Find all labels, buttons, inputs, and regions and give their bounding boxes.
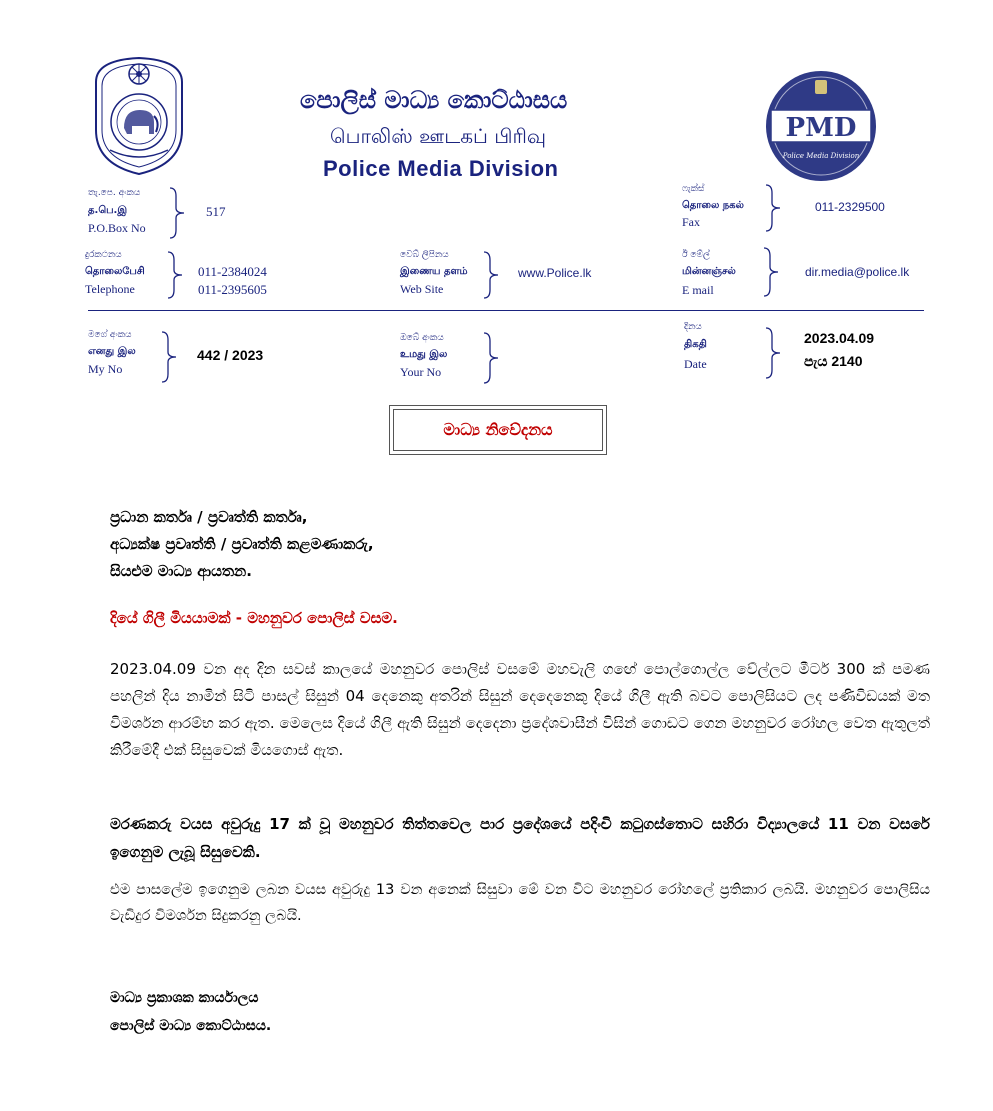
my-no-label-si: මගේ අංකය	[88, 330, 132, 340]
email-label-en: E mail	[682, 283, 714, 297]
website-label-si: වෙබ් ලිපිනය	[400, 250, 449, 260]
website-label-en: Web Site	[400, 282, 444, 296]
signature-line: මාධ්‍ය ප්‍රකාශක කාර්යාලය	[110, 990, 259, 1006]
addressee-block	[110, 504, 374, 585]
telephone-brace	[166, 250, 184, 300]
fax-label-si: ෆැක්ස්	[682, 184, 705, 194]
telephone-value-2: 011-2395605	[198, 282, 267, 297]
body-paragraph: මරණකරු වයස අවුරුදු 17 ක් වූ මහනුවර තිත්තවෙල පාර ප්‍රදේශයේ පදිංචි කටුගස්තොට සහිරා විද්‍යාලයේ 11 වන වසරේ ඉගෙනුම ලැබූ සිසුවෙකි.	[110, 815, 930, 861]
your-no-label-si: ඔබේ අංකය	[400, 333, 444, 343]
my-no-brace	[160, 330, 178, 384]
telephone-label-en: Telephone	[85, 282, 135, 296]
media-notice-title: මාධ්‍ය නිවේදනය	[393, 409, 603, 451]
telephone-label-si: දුරකථනය	[85, 250, 122, 260]
addressee-line: ප්‍රධාන කර්තෘ / ප්‍රවෘත්ති කර්තෘ,	[110, 508, 308, 526]
addressee-line: සියළුම මාධ්‍ය ආයතන.	[110, 562, 252, 580]
pobox-value: 517	[206, 204, 226, 219]
time-value: පැය 2140	[804, 353, 863, 369]
header-divider	[88, 310, 924, 311]
my-no-label-en: My No	[88, 362, 123, 376]
fax-label-en: Fax	[682, 215, 700, 229]
email-value: dir.media@police.lk	[805, 265, 910, 279]
fax-label-ta: தொலை நகல்	[682, 200, 744, 211]
your-no-label-en: Your No	[400, 365, 442, 379]
title-english: Police Media Division	[323, 156, 559, 181]
body-paragraph: 2023.04.09 වන අද දින සවස් කාලයේ මහනුවර පොලිස් වසමේ මහවැලි ගඟේ පොල්ගොල්ල වේල්ලට මීටර් 300 ක් පමණ පහලින් දිය නාමින් සිටි පාසල් සිසුන් 04 දෙනෙකු අතරින් සිසුන් දෙදෙනෙකු දියේ ගිලී ඇති බවට පොලිසියට ලද පණිවිඩයක් මත විමර්ශන ආරම්භ කර ඇත. මෙලෙස දියේ ගිලී ඇති සිසුන් දෙදෙනා ප්‍රදේශවාසීන් විසින් ගොඩට ගෙන මහනුවර රෝහල වෙත ඇතුලත් කිරීමේදී එක් සිසුවෙක් මියගොස් ඇත.	[110, 660, 930, 759]
pobox-label-en: P.O.Box No	[88, 221, 146, 235]
title-sinhala: පොලිස් මාධ්‍ය කොට්ඨාසය	[300, 86, 568, 114]
date-label-ta: திகதி	[684, 339, 707, 350]
date-label-si: දිනය	[684, 322, 702, 332]
your-no-label-ta: உமது இல	[400, 349, 448, 360]
website-brace	[482, 250, 500, 300]
website-value: www.Police.lk	[518, 266, 592, 280]
subject-heading: දියේ ගිලී මියයාමක් - මහනුවර පොලිස් වසම.	[110, 609, 398, 627]
date-brace	[764, 326, 782, 380]
telephone-value-1: 011-2384024	[198, 264, 267, 279]
website-label-ta: இணைய தளம்	[400, 266, 468, 277]
fax-value: 011-2329500	[815, 200, 885, 214]
date-value: 2023.04.09	[804, 330, 875, 346]
title-tamil: பொலிஸ் ஊடகப் பிரிவு	[330, 124, 547, 148]
pobox-label-si: තැ.පෙ. අංකය	[88, 188, 141, 198]
your-no-brace	[482, 331, 500, 385]
pmd-logo	[765, 70, 877, 182]
police-crest-logo	[88, 52, 190, 178]
date-label-en: Date	[684, 357, 707, 371]
my-no-label-ta: எனது இல	[88, 346, 136, 357]
email-brace	[762, 246, 780, 298]
email-label-si: ඊ මේල්	[682, 250, 710, 260]
pobox-brace	[168, 186, 186, 240]
pmd-logo-ring-text: Police Media Division	[782, 152, 860, 160]
email-label-ta: மின்னஞ்சல்	[682, 266, 736, 277]
addressee-line: අධ්‍යක්ෂ ප්‍රවෘත්ති / ප්‍රවෘත්ති කළමණාකරු,	[110, 535, 374, 553]
fax-brace	[764, 183, 782, 233]
my-no-value: 442 / 2023	[197, 347, 264, 363]
signature-block	[110, 984, 271, 1040]
pobox-label-ta: த.பெ.இ	[88, 205, 128, 216]
media-notice-title-box	[389, 405, 607, 455]
telephone-label-ta: தொலைபேசி	[85, 266, 145, 277]
signature-line: පොලිස් මාධ්‍ය කොට්ඨාසය.	[110, 1018, 272, 1034]
pmd-logo-text: PMD	[785, 113, 857, 143]
body-paragraph: එම පාසලේම ඉගෙනුම ලබන වයස අවුරුදු 13 වන අනෙක් සිසුවා මේ වන විට මහනුවර රෝහලේ ප්‍රතිකාර ලබයි. මහනුවර පොලිසිය වැඩිදුර විමර්ශන සිදුකරනු ලබයි.	[110, 882, 930, 924]
